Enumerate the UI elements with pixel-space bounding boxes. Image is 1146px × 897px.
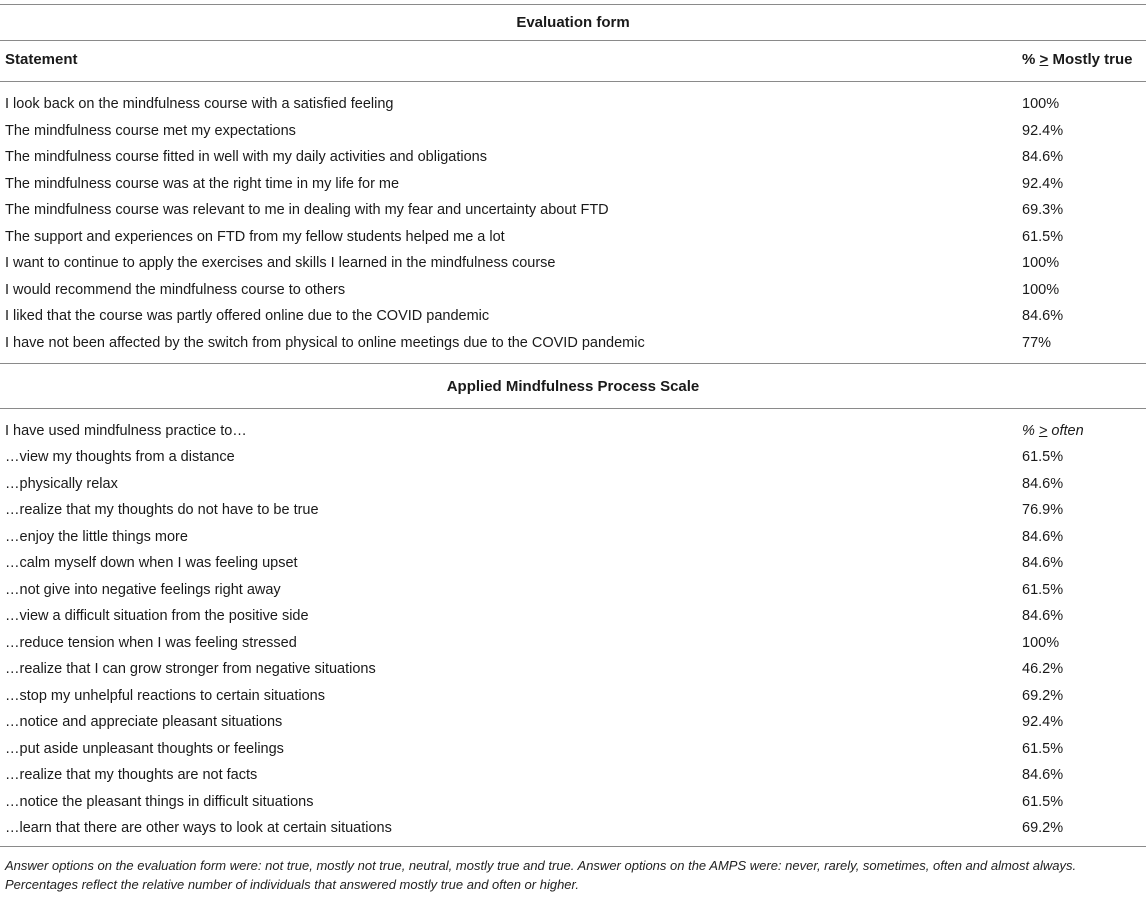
amps-row (0, 471, 1146, 497)
evaluation-statement: The mindfulness course was relevant to me in dealing with my fear and uncertainty about FTD (5, 202, 609, 218)
amps-row (0, 736, 1146, 762)
evaluation-statement: I have not been affected by the switch from physical to online meetings due to the COVID pandemic (5, 334, 645, 351)
header-rule (0, 81, 1146, 82)
evaluation-percentage: 100% (1022, 281, 1060, 298)
amps-percentage: 76.9% (1022, 502, 1064, 518)
amps-statement: …view my thoughts from a distance (5, 449, 235, 465)
amps-row (0, 762, 1146, 788)
column-header-prefix: % (1022, 51, 1040, 68)
evaluation-row (0, 224, 1146, 250)
amps-title-rule (0, 408, 1146, 409)
amps-statement: …calm myself down when I was feeling upset (5, 555, 298, 571)
bottom-rule (0, 846, 1146, 847)
amps-row (0, 709, 1146, 735)
amps-statement: …realize that I can grow stronger from negative situations (5, 661, 376, 677)
amps-statement: …reduce tension when I was feeling stressed (5, 634, 297, 651)
evaluation-title: Evaluation form (516, 14, 630, 31)
evaluation-percentage: 100% (1022, 96, 1060, 112)
amps-row (0, 497, 1146, 523)
amps-statement: …notice and appreciate pleasant situations (5, 714, 283, 730)
evaluation-row (0, 118, 1146, 144)
greater-equal-symbol: > (1039, 51, 1049, 68)
amps-percentage: 61.5% (1022, 581, 1064, 598)
amps-statement: …view a difficult situation from the positive side (5, 608, 309, 624)
column-header-prefix: % (1022, 423, 1039, 439)
statement-column-header: Statement (5, 51, 78, 68)
often-column-header (1022, 418, 1142, 444)
evaluation-title-rule (0, 40, 1146, 41)
evaluation-statement: The mindfulness course met my expectations (5, 122, 296, 139)
top-rule (0, 4, 1146, 5)
amps-percentage: 100% (1022, 634, 1060, 651)
evaluation-row (0, 303, 1146, 329)
evaluation-statement: I liked that the course was partly offered online due to the COVID pandemic (5, 308, 490, 324)
amps-row (0, 630, 1146, 656)
evaluation-statement: I want to continue to apply the exercises and skills I learned in the mindfulness course (5, 255, 556, 271)
evaluation-row (0, 277, 1146, 303)
amps-statement: …physically relax (5, 475, 118, 492)
amps-statement: …stop my unhelpful reactions to certain situations (5, 687, 325, 704)
amps-title: Applied Mindfulness Process Scale (446, 378, 700, 395)
evaluation-row (0, 91, 1146, 117)
evaluation-row (0, 197, 1146, 223)
amps-percentage: 92.4% (1022, 714, 1064, 730)
mostly-true-column-header (1022, 50, 1132, 70)
evaluation-bottom-rule (0, 363, 1146, 364)
amps-statement: …realize that my thoughts are not facts (5, 767, 258, 783)
amps-percentage: 84.6% (1022, 608, 1064, 624)
amps-row (0, 656, 1146, 682)
amps-row (0, 603, 1146, 629)
footnote: Answer options on the evaluation form were: not true, mostly not true, neutral, mostly true and true. Answer options on the AMPS were: never, rarely, sometimes, often and almost always. Percentages reflect the relative number of individuals that answered mostly true and often or higher. (5, 858, 1077, 892)
column-header-suffix: often (1047, 423, 1084, 439)
evaluation-statement: I look back on the mindfulness course with a satisfied feeling (5, 96, 394, 112)
column-header-suffix: Mostly true (1048, 51, 1133, 68)
evaluation-percentage: 92.4% (1022, 175, 1064, 192)
evaluation-percentage: 69.3% (1022, 202, 1064, 218)
amps-statement: …learn that there are other ways to look at certain situations (5, 820, 392, 836)
amps-percentage: 84.6% (1022, 475, 1064, 492)
amps-statement: …put aside unpleasant thoughts or feelings (5, 740, 284, 757)
evaluation-row (0, 330, 1146, 356)
greater-equal-symbol: > (1038, 423, 1048, 439)
evaluation-row (0, 144, 1146, 170)
amps-row (0, 683, 1146, 709)
evaluation-row (0, 171, 1146, 197)
evaluation-statement: I would recommend the mindfulness course to others (5, 281, 346, 298)
amps-intro-row (0, 418, 1146, 444)
amps-percentage: 46.2% (1022, 661, 1064, 677)
amps-percentage: 84.6% (1022, 528, 1064, 545)
amps-statement: …not give into negative feelings right away (5, 581, 281, 598)
evaluation-percentage: 77% (1022, 334, 1052, 351)
amps-percentage: 69.2% (1022, 820, 1064, 836)
evaluation-percentage: 84.6% (1022, 149, 1064, 165)
amps-intro-text: I have used mindfulness practice to… (5, 423, 247, 439)
evaluation-percentage: 61.5% (1022, 228, 1064, 245)
evaluation-statement: The mindfulness course was at the right time in my life for me (5, 175, 400, 192)
amps-percentage: 61.5% (1022, 793, 1064, 810)
evaluation-row (0, 250, 1146, 276)
evaluation-statement: The support and experiences on FTD from my fellow students helped me a lot (5, 228, 505, 245)
amps-row (0, 524, 1146, 550)
amps-row (0, 444, 1146, 470)
evaluation-percentage: 92.4% (1022, 122, 1064, 139)
amps-percentage: 84.6% (1022, 555, 1064, 571)
evaluation-percentage: 84.6% (1022, 308, 1064, 324)
amps-percentage: 61.5% (1022, 449, 1064, 465)
amps-statement: …notice the pleasant things in difficult situations (5, 793, 314, 810)
amps-row (0, 789, 1146, 815)
amps-percentage: 84.6% (1022, 767, 1064, 783)
amps-percentage: 61.5% (1022, 740, 1064, 757)
amps-row (0, 577, 1146, 603)
amps-row (0, 550, 1146, 576)
evaluation-percentage: 100% (1022, 255, 1060, 271)
amps-percentage: 69.2% (1022, 687, 1064, 704)
amps-statement: …realize that my thoughts do not have to be true (5, 502, 319, 518)
evaluation-statement: The mindfulness course fitted in well with my daily activities and obligations (5, 149, 487, 165)
amps-row (0, 815, 1146, 841)
amps-statement: …enjoy the little things more (5, 528, 188, 545)
